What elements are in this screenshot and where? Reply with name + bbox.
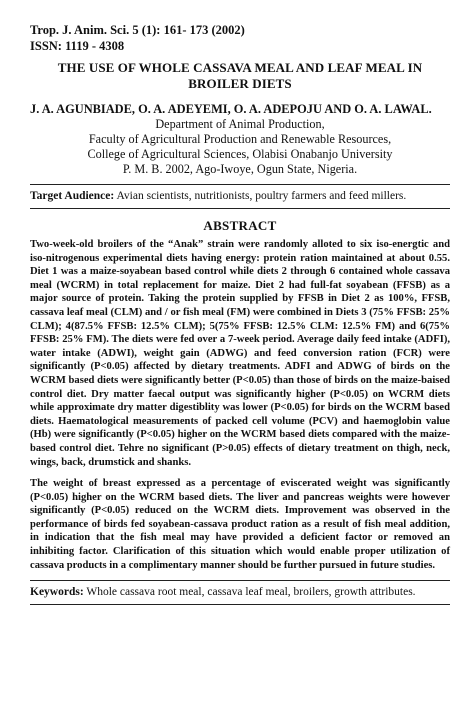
abstract-body — [30, 238, 450, 572]
article-title — [30, 60, 450, 92]
journal-issn: ISSN: 1119 - 4308 — [30, 39, 125, 53]
affiliation — [30, 117, 450, 177]
affiliation-line: Faculty of Agricultural Production and Renewable Resources, — [88, 132, 392, 146]
affiliation-line: P. M. B. 2002, Ago-Iwoye, Ogun State, Nigeria. — [122, 162, 358, 176]
target-audience — [30, 185, 450, 208]
title-line-2: BROILER DIETS — [188, 76, 292, 91]
target-audience-label: Target Audience: — [30, 190, 115, 202]
affiliation-line: Department of Animal Production, — [155, 117, 325, 131]
keywords-text: Whole cassava root meal, cassava leaf meal, broilers, growth attributes. — [83, 586, 416, 599]
divider — [30, 208, 450, 209]
divider — [30, 604, 450, 605]
author-list: J. A. AGUNBIADE, O. A. ADEYEMI, O. A. ADEPOJU AND O. A. LAWAL. — [30, 102, 432, 116]
abstract-paragraph: The weight of breast expressed as a percentage of eviscerated weight was significantly (P<0.05) higher on the WCRM based diets. The liver and pancreas weights were however significantly (P<0.05) reduced on the WCRM diets. Improvement was observed in the performance of birds fed soyabean-cassava product ration as a result of fish meal addition, in indication that the fish meal may have provided a deficient factor or removed an inhibiting factor. Clarification of this situation which would enable proper utilization of cassava products in a complimentary manner should be further pursued in future studies. — [30, 478, 450, 571]
abstract-paragraph: Two-week-old broilers of the “Anak” strain were randomly alloted to six iso-energtic and iso-nitrogenous experimental diets having energy: protein ration maintained at about 0.55. Diet 1 was a maize-soyabean based control while diets 2 through 6 contained whole cassava meal (WCRM) in total replacement for maize. Diet 2 had full-fat soyabean (FFSB) as a major source of protein. Taking the protein supplied by FFSB in Diet 2 as 100%, FFSB, cassava leaf meal (CLM) and / or fish meal (FM) were combined in Diets 3 (75% FFSB: 25% CLM); 4(87.5% FFSB: 12.5% CLM); 5(75% FFSB: 12.5% CLM: 12.5% FM) and 6(75% FFSB: 25% FM). The diets were fed over a 7-week period. Average daily feed intake (ADFI), water intake (ADWI), weight gain (ADWG) and feed conversion ration (FCR) were significantly (P<0.05) affected by dietary treatments. ADFI and ADWG of birds on the WCRM based diets were significantly better (P<0.05) than those of birds on the maize-baised control diet. Dry matter faecal output was significantly higher (P<0.05) on WCRM diets while approximate dry matter digestiblity was lower (P<0.05) for birds on the WCRM based diets. Haematological measurements of packed cell volume (PCV) and haemoglobin value (Hb) were significantly (P<0.05) higher on the WCRM based diets compared with the maize-based control diet. Tehre no significant (P>0.05) effects of dietary treatment on thigh, neck, wings, back, drumstick and shanks. — [30, 239, 450, 468]
abstract-heading: ABSTRACT — [203, 218, 277, 233]
article-page — [30, 22, 450, 605]
affiliation-line: College of Agricultural Sciences, Olabisi Onabanjo University — [87, 147, 393, 161]
keywords — [30, 581, 450, 604]
target-audience-text: Avian scientists, nutritionists, poultry farmers and feed millers. — [114, 190, 407, 202]
journal-citation: Trop. J. Anim. Sci. 5 (1): 161- 173 (2002) — [30, 23, 245, 37]
keywords-label: Keywords: — [30, 586, 84, 599]
title-line-1: THE USE OF WHOLE CASSAVA MEAL AND LEAF MEAL IN — [57, 60, 423, 75]
